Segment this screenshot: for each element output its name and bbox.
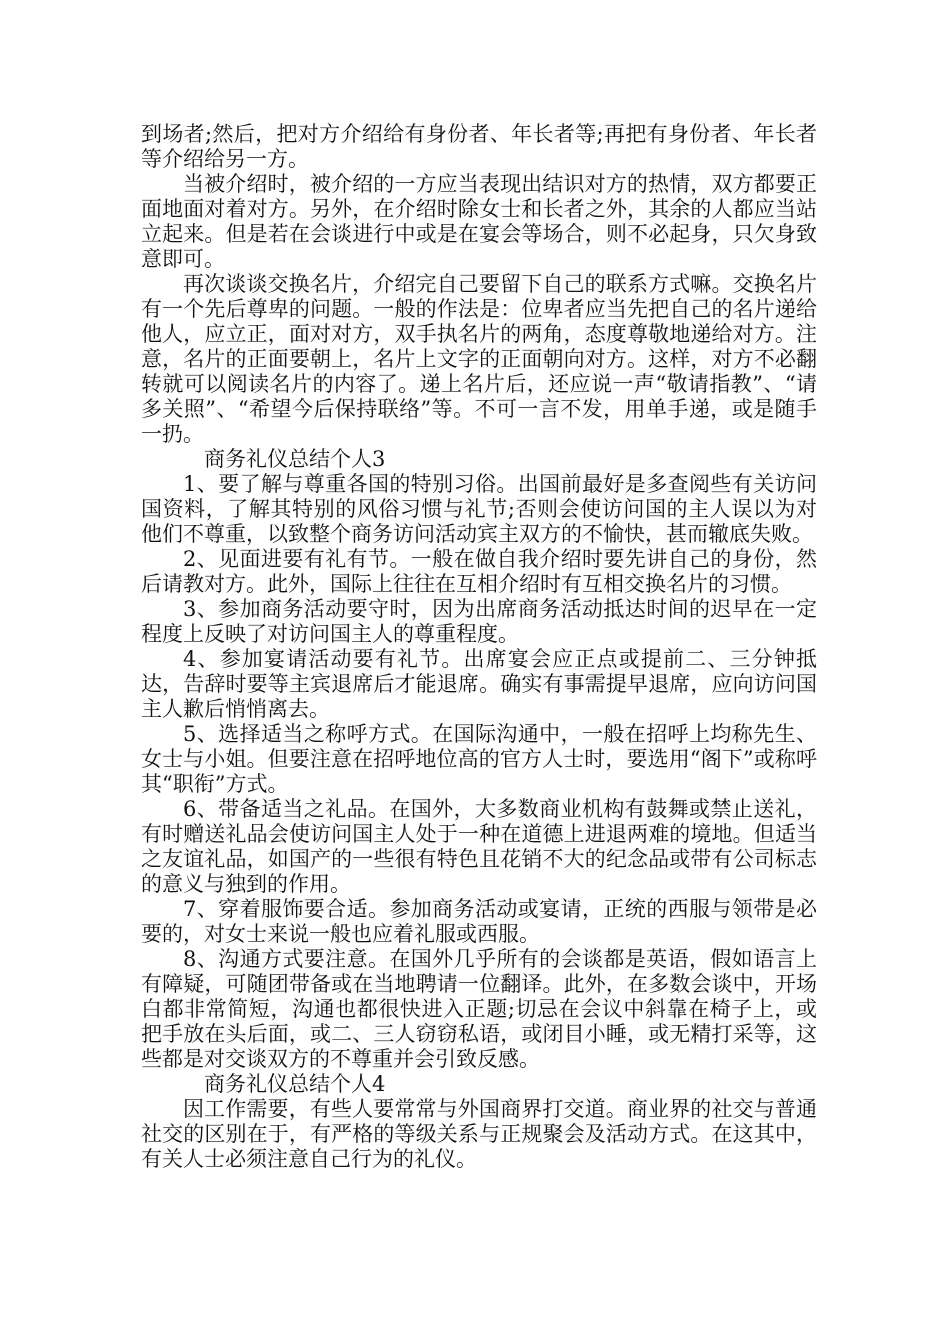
list-item-6: 6、带备适当之礼品。在国外，大多数商业机构有鼓舞或禁止送礼，有时赠送礼品会使访问国主人处于一种在道德上进退两难的境地。但适当之友谊礼品，如国产的一些很有特色且花销不大的纪念品或带有公司标志的意义与独到的作用。: [141, 797, 817, 896]
section-heading-4: 商务礼仪总结个人4: [204, 1072, 386, 1096]
list-item-7: 7、穿着服饰要合适。参加商务活动或宴请，正统的西服与领带是必要的，对女士来说一般也应着礼服或西服。: [141, 897, 817, 946]
list-item-8: 8、沟通方式要注意。在国外几乎所有的会谈都是英语，假如语言上有障疑，可随团带备或在当地聘请一位翻译。此外，在多数会谈中，开场白都非常简短，沟通也都很快进入正题;切忌在会议中斜靠在椅子上，或把手放在头后面，或二、三人窃窃私语，或闭目小睡，或无精打采等，这些都是对交谈双方的不尊重并会引致反感。: [141, 947, 817, 1071]
list-item-3: 3、参加商务活动要守时，因为出席商务活动抵达时间的迟早在一定程度上反映了对访问国主人的尊重程度。: [141, 597, 817, 646]
list-item-2: 2、见面进要有礼有节。一般在做自我介绍时要先讲自己的身份，然后请教对方。此外，国际上往往在互相介绍时有互相交换名片的习惯。: [141, 547, 817, 596]
paragraph-section-4-intro: 因工作需要，有些人要常常与外国商界打交道。商业界的社交与普通社交的区别在于，有严格的等级关系与正规聚会及活动方式。在这其中，有关人士必须注意自己行为的礼仪。: [141, 1097, 817, 1171]
document-page: [141, 122, 817, 1172]
paragraph-business-cards: 再次谈谈交换名片，介绍完自己要留下自己的联系方式嘛。交换名片有一个先后尊卑的问题。一般的作法是：位卑者应当先把自己的名片递给他人，应立正，面对对方，双手执名片的两角，态度尊敬地递给对方。注意，名片的正面要朝上，名片上文字的正面朝向对方。这样，对方不必翻转就可以阅读名片的内容了。递上名片后，还应说一声“敬请指教”、“请多关照”、“希望今后保持联络”等。不可一言不发，用单手递，或是随手一扔。: [141, 272, 817, 446]
section-heading-3: 商务礼仪总结个人3: [204, 447, 386, 471]
list-item-5: 5、选择适当之称呼方式。在国际沟通中，一般在招呼上均称先生、女士与小姐。但要注意在招呼地位高的官方人士时，要选用“阁下”或称呼其“职衔”方式。: [141, 722, 817, 796]
list-item-4: 4、参加宴请活动要有礼节。出席宴会应正点或提前二、三分钟抵达，告辞时要等主宾退席后才能退席。确实有事需提早退席，应向访问国主人歉后悄悄离去。: [141, 647, 817, 721]
paragraph-intro-continuation: 到场者;然后，把对方介绍给有身份者、年长者等;再把有身份者、年长者等介绍给另一方。: [141, 122, 817, 171]
list-item-1: 1、要了解与尊重各国的特别习俗。出国前最好是多查阅些有关访问国资料，了解其特别的风俗习惯与礼节;否则会使访问国的主人误以为对他们不尊重，以致整个商务访问活动宾主双方的不愉快，甚而辙底失败。: [141, 472, 817, 546]
paragraph-being-introduced: 当被介绍时，被介绍的一方应当表现出结识对方的热情，双方都要正面地面对着对方。另外，在介绍时除女士和长者之外，其余的人都应当站立起来。但是若在会谈进行中或是在宴会等场合，则不必起身，只欠身致意即可。: [141, 172, 817, 271]
